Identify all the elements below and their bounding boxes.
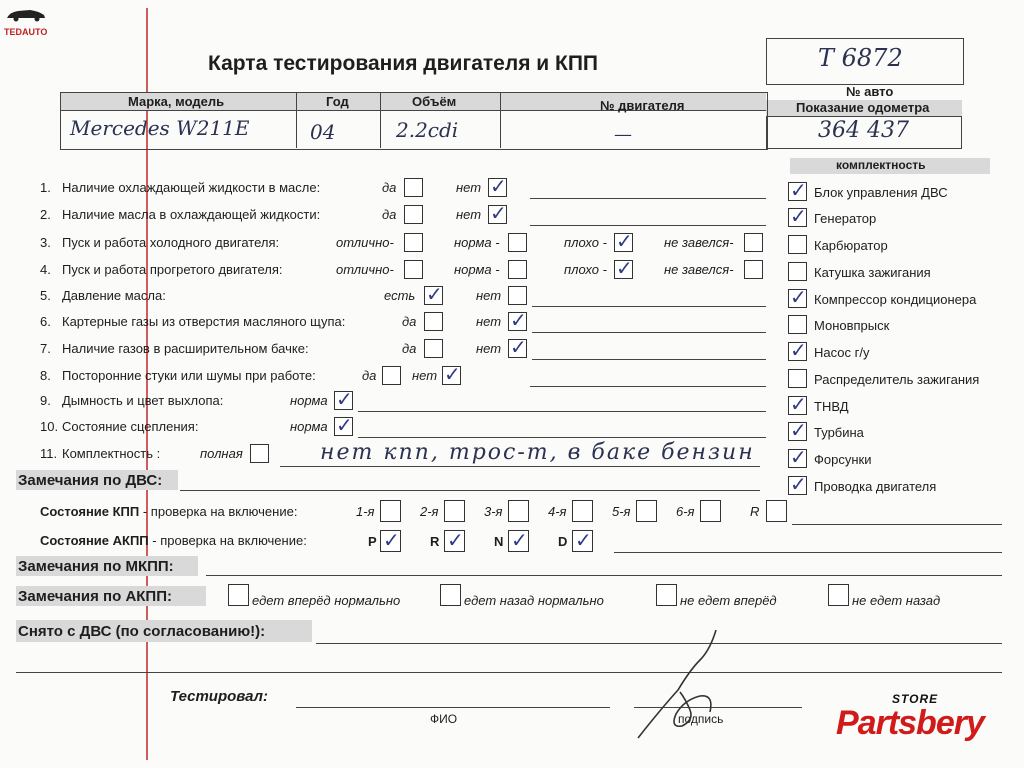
question-text: Наличие охлаждающей жидкости в масле:	[62, 180, 321, 195]
auto-number-label: № авто	[846, 84, 894, 99]
question-answer-line	[532, 359, 766, 360]
question-option-label: нет	[412, 368, 438, 383]
question-text: Наличие газов в расширительном бачке:	[62, 341, 309, 356]
question-text: Наличие масла в охлаждающей жидкости:	[62, 207, 321, 222]
kpp-gear-label: 2-я	[420, 504, 439, 519]
question-answer-line	[530, 198, 766, 199]
question-option-label: норма	[290, 393, 328, 408]
kit-checkbox[interactable]	[788, 262, 807, 281]
tested-by-label: Тестировал:	[170, 688, 268, 705]
akpp-remark-label: едет вперёд нормально	[252, 593, 401, 608]
partsbery-store: STORE	[892, 692, 939, 706]
akpp-remark-checkbox[interactable]	[228, 584, 249, 606]
check-mark-icon: ✓	[336, 413, 353, 437]
question-number: 1.	[40, 180, 51, 195]
question-text: Состояние сцепления:	[62, 419, 199, 434]
question-option-label: нет	[476, 288, 502, 303]
question-option-label: норма	[290, 419, 328, 434]
check-mark-icon: ✓	[790, 392, 807, 416]
form-title: Карта тестирования двигателя и КПП	[208, 52, 599, 75]
td-year: 04	[310, 120, 336, 144]
question-text: Давление масла:	[62, 288, 166, 303]
akpp-position-label: D	[558, 534, 568, 549]
question-checkbox[interactable]	[508, 233, 527, 252]
odometer-value: 364 437	[818, 118, 909, 143]
check-mark-icon: ✓	[790, 204, 807, 228]
question-text: Картерные газы из отверстия масляного щупа:	[62, 314, 346, 329]
question-checkbox[interactable]	[424, 339, 443, 358]
question-checkbox[interactable]	[744, 260, 763, 279]
akpp-remark-label: не едет вперёд	[680, 593, 777, 608]
kit-item-label: Проводка двигателя	[814, 479, 937, 494]
question-option-label: да	[362, 368, 377, 383]
car-icon	[4, 6, 48, 22]
question-option-label: отлично-	[336, 262, 394, 277]
remarks-mkpp-label: Замечания по МКПП:	[18, 558, 174, 575]
question-answer-line	[530, 225, 766, 226]
remarks-akpp-label: Замечания по АКПП:	[18, 588, 172, 605]
kit-item-label: Катушка зажигания	[814, 265, 931, 280]
question-number: 4.	[40, 262, 51, 277]
check-mark-icon: ✓	[790, 418, 807, 442]
th-volume: Объём	[412, 94, 457, 109]
question-option-label: нет	[456, 180, 482, 195]
check-mark-icon: ✓	[616, 256, 633, 280]
kpp-gear-checkbox[interactable]	[700, 500, 721, 522]
question-option-label: не завелся-	[664, 262, 734, 277]
kit-item-label: Моновпрыск	[814, 318, 890, 333]
check-mark-icon: ✓	[510, 335, 527, 359]
question-number: 3.	[40, 235, 51, 250]
question-checkbox[interactable]	[404, 260, 423, 279]
question-number: 9.	[40, 393, 51, 408]
kpp-state-label-bold: Состояние КПП	[40, 504, 140, 519]
question-checkbox[interactable]	[508, 286, 527, 305]
question-text: Посторонние стуки или шумы при работе:	[62, 368, 316, 383]
akpp-remark-checkbox[interactable]	[828, 584, 849, 606]
question-checkbox[interactable]	[382, 366, 401, 385]
question-checkbox[interactable]	[404, 178, 423, 197]
kit-item-label: Турбина	[814, 425, 864, 440]
check-mark-icon: ✓	[790, 472, 807, 496]
akpp-state-label-rest: - проверка на включение:	[148, 533, 307, 548]
kpp-state-label-rest: - проверка на включение:	[139, 504, 298, 519]
question-number: 7.	[40, 341, 51, 356]
check-mark-icon: ✓	[790, 178, 807, 202]
remarks-engine-label: Замечания по ДВС:	[18, 472, 163, 489]
kit-item-label: Блок управления ДВС	[814, 185, 948, 200]
th-brand-model: Марка, модель	[128, 94, 225, 109]
kit-item-label: Карбюратор	[814, 238, 888, 253]
kpp-gear-label: 4-я	[548, 504, 567, 519]
kit-item-label: Генератор	[814, 211, 877, 226]
question-checkbox[interactable]	[508, 260, 527, 279]
check-mark-icon: ✓	[790, 338, 807, 362]
check-mark-icon: ✓	[575, 528, 592, 552]
question-option-label: да	[402, 341, 417, 356]
check-mark-icon: ✓	[511, 528, 528, 552]
kit-checkbox[interactable]	[788, 369, 807, 388]
question-number: 2.	[40, 207, 51, 222]
akpp-remark-checkbox[interactable]	[656, 584, 677, 606]
question-option-label: норма -	[454, 235, 500, 250]
partsbery-name: Partsbery	[836, 704, 984, 742]
question-checkbox[interactable]	[744, 233, 763, 252]
kit-item-label: Компрессор кондиционера	[814, 292, 977, 307]
question-answer-line	[358, 437, 766, 438]
akpp-position-label: P	[368, 534, 377, 549]
question-answer-line	[358, 411, 766, 412]
question-answer-line	[530, 386, 766, 387]
kit-checkbox[interactable]	[788, 315, 807, 334]
check-mark-icon: ✓	[790, 445, 807, 469]
kpp-gear-label: 3-я	[484, 504, 503, 519]
question-number: 5.	[40, 288, 51, 303]
question-option-label: отлично-	[336, 235, 394, 250]
check-mark-icon: ✓	[447, 528, 464, 552]
question-option-label: да	[382, 207, 397, 222]
check-mark-icon: ✓	[616, 229, 633, 253]
check-mark-icon: ✓	[490, 201, 507, 225]
question-answer-line	[532, 306, 766, 307]
check-mark-icon: ✓	[444, 362, 461, 386]
kpp-gear-checkbox[interactable]	[444, 500, 465, 522]
check-mark-icon: ✓	[426, 282, 443, 306]
akpp-state-label-bold: Состояние АКПП	[40, 533, 149, 548]
akpp-position-label: R	[430, 534, 440, 549]
kpp-gear-checkbox[interactable]	[572, 500, 593, 522]
question-option-label: нет	[476, 314, 502, 329]
kit-item-label: ТНВД	[814, 399, 849, 414]
question-option-label: плохо -	[564, 262, 607, 277]
tedauto-text: TEDAUTO	[4, 27, 48, 37]
question-number: 6.	[40, 314, 51, 329]
handwritten-signature	[630, 630, 740, 742]
check-mark-icon: ✓	[383, 528, 400, 552]
td-engine-number: —	[614, 124, 632, 145]
question-option-label: полная	[200, 446, 243, 461]
question-option-label: да	[402, 314, 417, 329]
question-number: 10.	[40, 419, 59, 434]
question-text: Комплектность :	[62, 446, 161, 461]
question-option-label: да	[382, 180, 397, 195]
odometer-label: Показание одометра	[796, 100, 930, 115]
akpp-remark-checkbox[interactable]	[440, 584, 461, 606]
td-brand-model: Mercedes W211E	[70, 116, 250, 140]
question-option-label: есть	[384, 288, 416, 303]
question-text: Дымность и цвет выхлопа:	[62, 393, 224, 408]
question-number: 11.	[40, 446, 58, 461]
th-year: Год	[326, 94, 349, 109]
question-option-label: норма -	[454, 262, 500, 277]
check-mark-icon: ✓	[510, 308, 527, 332]
question-number: 8.	[40, 368, 51, 383]
question-option-label: нет	[476, 341, 502, 356]
question-option-label: плохо -	[564, 235, 607, 250]
kpp-state-label	[40, 504, 297, 519]
kpp-gear-label: 1-я	[356, 504, 375, 519]
kit-item-label: Распределитель зажигания	[814, 372, 980, 387]
question-checkbox[interactable]	[404, 205, 423, 224]
akpp-remark-label: не едет назад	[852, 593, 941, 608]
kpp-gear-checkbox[interactable]	[636, 500, 657, 522]
signature-label: подпись	[678, 712, 724, 726]
question-option-label: нет	[456, 207, 482, 222]
check-mark-icon: ✓	[790, 285, 807, 309]
kpp-gear-checkbox[interactable]	[766, 500, 787, 522]
kpp-gear-label: 5-я	[612, 504, 631, 519]
fio-label: ФИО	[430, 712, 458, 726]
kpp-gear-checkbox[interactable]	[380, 500, 401, 522]
akpp-position-label: N	[494, 534, 504, 549]
kit-item-label: Насос г/у	[814, 345, 870, 360]
completeness-note: нет кпп, трос-т, в баке бензин	[320, 440, 755, 465]
auto-number-handwritten: T 6872	[818, 44, 903, 72]
kpp-gear-label: R	[750, 504, 760, 519]
akpp-remark-label: едет назад нормально	[464, 593, 604, 608]
akpp-state-label	[40, 533, 307, 548]
kpp-gear-label: 6-я	[676, 504, 695, 519]
kit-item-label: Форсунки	[814, 452, 872, 467]
td-volume: 2.2cdi	[396, 118, 459, 142]
kit-checkbox[interactable]	[788, 235, 807, 254]
th-engine-number: № двигателя	[600, 98, 685, 113]
question-checkbox[interactable]	[404, 233, 423, 252]
kit-header: комплектность	[836, 158, 926, 172]
question-checkbox[interactable]	[424, 312, 443, 331]
removed-label: Снято с ДВС (по согласованию!):	[18, 623, 266, 640]
question-option-label: не завелся-	[664, 235, 734, 250]
question-text: Пуск и работа холодного двигателя:	[62, 235, 280, 250]
partsbery-logo	[836, 692, 1006, 750]
question-text: Пуск и работа прогретого двигателя:	[62, 262, 283, 277]
check-mark-icon: ✓	[490, 174, 507, 198]
question-checkbox[interactable]	[250, 444, 269, 463]
tedauto-logo	[4, 6, 48, 36]
check-mark-icon: ✓	[336, 387, 353, 411]
question-answer-line	[532, 332, 766, 333]
kpp-gear-checkbox[interactable]	[508, 500, 529, 522]
